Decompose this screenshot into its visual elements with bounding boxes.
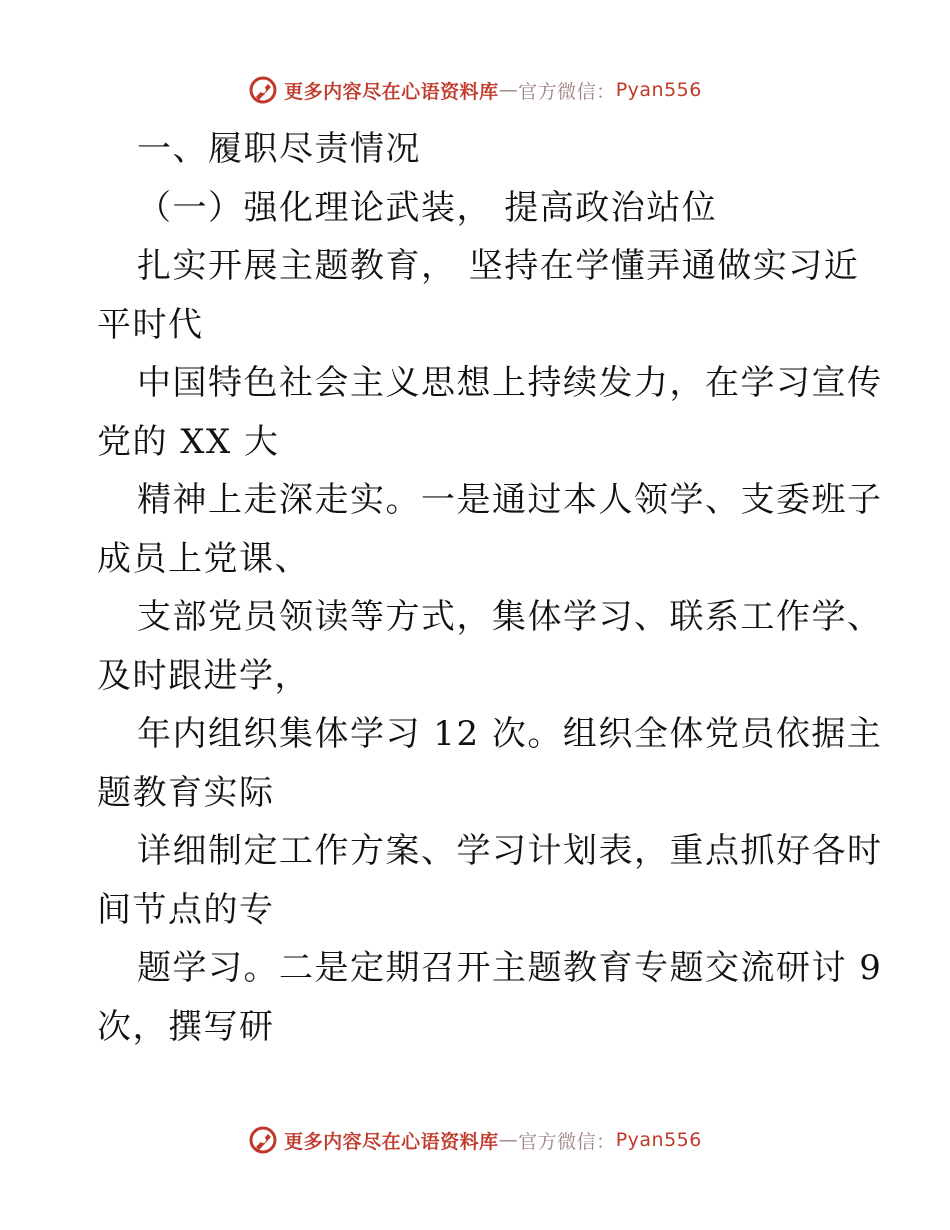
paragraph-line: 间节点的专 (97, 889, 275, 930)
pen-circle-icon (248, 1125, 278, 1155)
banner-title: 更多内容尽在心语资料库 (284, 1130, 499, 1153)
paragraph-line: 详细制定工作方案、学习计划表，重点抓好各时 (137, 831, 883, 871)
paragraph-line: 党的 XX 大 (97, 421, 280, 462)
banner-title: 更多内容尽在心语资料库 (284, 80, 499, 103)
section-heading: 一、履职尽责情况 (137, 129, 421, 169)
footer-banner (0, 1120, 950, 1160)
paragraph-line: 及时跟进学， (97, 655, 310, 696)
paragraph-line: 年内组织集体学习 12 次。组织全体党员依据主 (137, 714, 883, 754)
paragraph-line: 次，撰写研 (97, 1006, 275, 1047)
paragraph-line: 成员上党课、 (97, 538, 310, 579)
banner-wechat-label: 官方微信： (518, 80, 616, 103)
banner-dash: — (498, 79, 519, 101)
paragraph-line: 精神上走深走实。一是通过本人领学、支委班子 (137, 480, 883, 520)
paragraph-line: 平时代 (97, 304, 204, 345)
paragraph-line: 题学习。二是定期召开主题教育专题交流研讨 9 (137, 948, 883, 988)
paragraph-line: 题教育实际 (97, 772, 275, 813)
banner-dash: — (498, 1129, 519, 1151)
subsection-heading: （一）强化理论武装， 提高政治站位 (137, 187, 718, 228)
document-body (97, 120, 883, 1056)
banner-wechat-label: 官方微信： (518, 1130, 616, 1153)
banner-wechat-id: Pyan556 (615, 79, 702, 101)
pen-circle-icon (248, 75, 278, 105)
header-banner (0, 70, 950, 110)
banner-wechat-id: Pyan556 (615, 1129, 702, 1151)
paragraph-line: 扎实开展主题教育， 坚持在学懂弄通做实习近 (137, 246, 860, 286)
paragraph-line: 支部党员领读等方式，集体学习、联系工作学、 (137, 597, 883, 637)
paragraph-line: 中国特色社会主义思想上持续发力，在学习宣传 (137, 363, 883, 403)
